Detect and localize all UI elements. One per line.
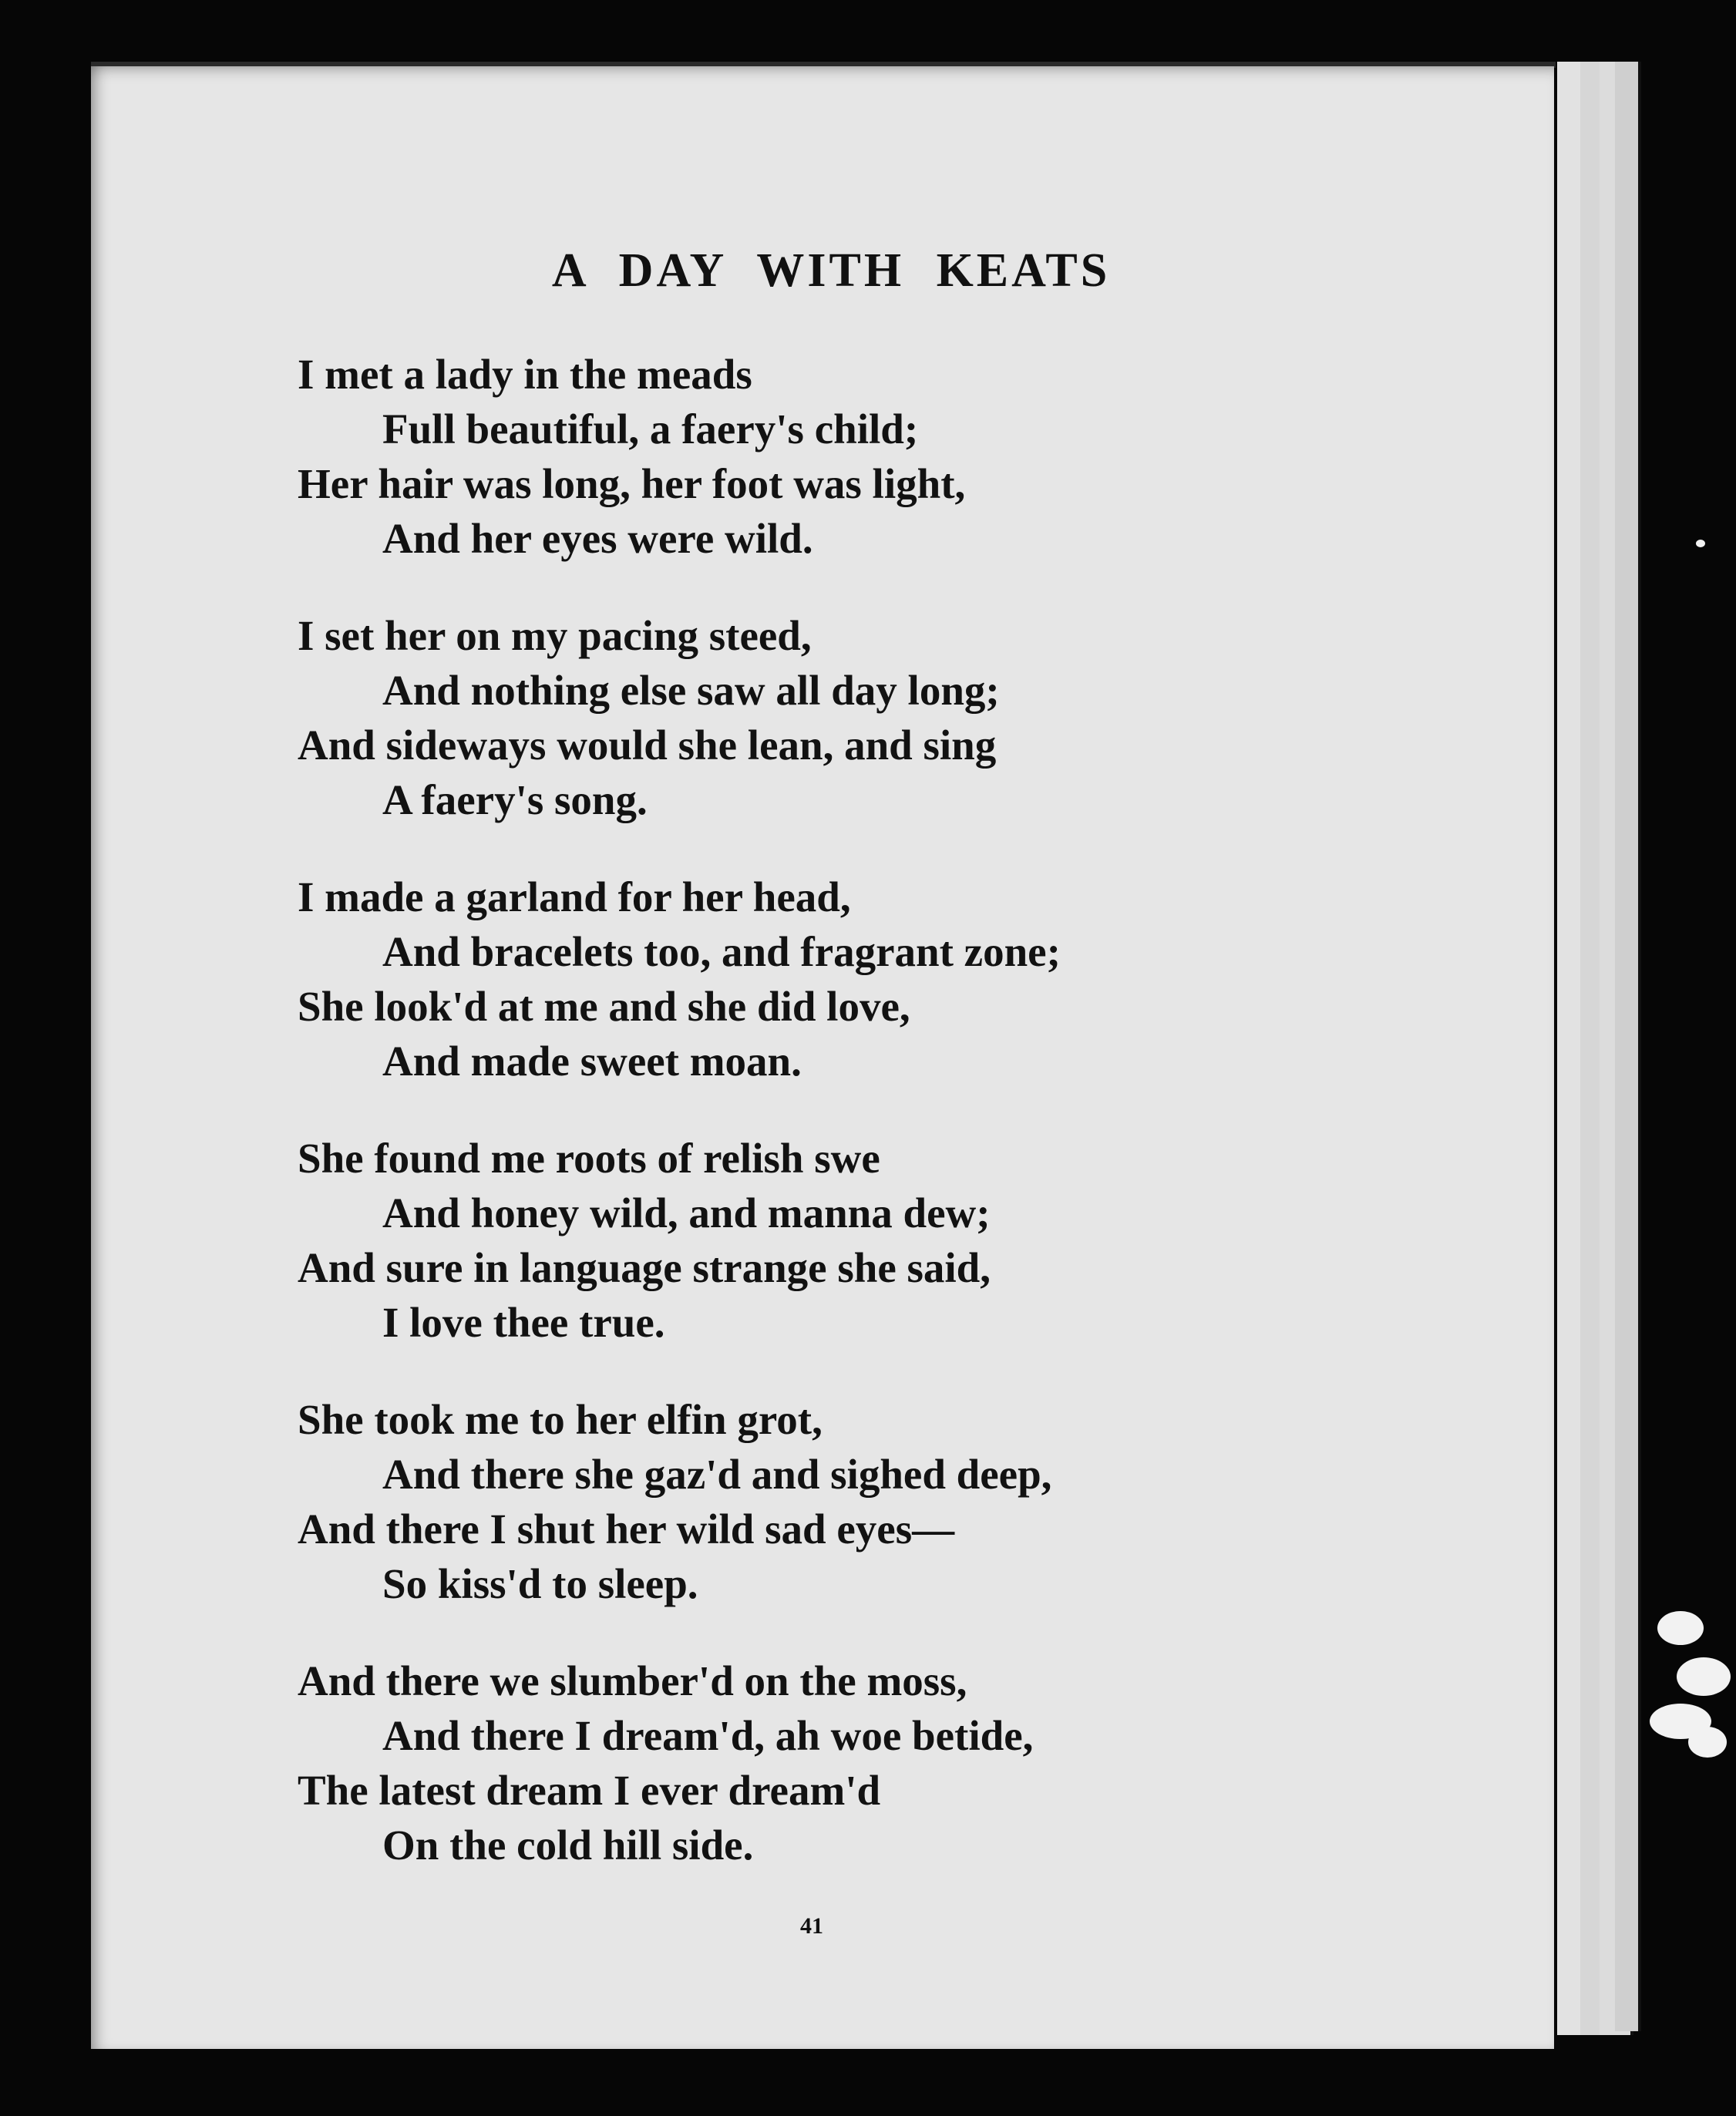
page-number: 41: [800, 1913, 823, 1939]
stanza: [298, 347, 1500, 566]
stanza: [298, 1392, 1500, 1611]
poem-line: And sideways would she lean, and sing: [298, 722, 997, 769]
poem-line: And her eyes were wild.: [382, 515, 813, 562]
poem-line: And made sweet moan.: [382, 1038, 802, 1085]
scan-artifact: [1696, 540, 1705, 547]
poem-line: And bracelets too, and fragrant zone;: [382, 928, 1061, 975]
poem-body: [298, 347, 1500, 1915]
stanza: [298, 870, 1500, 1088]
poem-line: She look'd at me and she did love,: [298, 983, 910, 1030]
poem-line: The latest dream I ever dream'd: [298, 1767, 881, 1814]
scan-artifact: [1657, 1611, 1704, 1645]
poem-line: I set her on my pacing steed,: [298, 612, 812, 659]
poem-line: So kiss'd to sleep.: [382, 1560, 698, 1607]
poem-title: A DAY WITH KEATS: [551, 244, 1111, 297]
book-page: [91, 66, 1554, 2049]
scan-artifact: [1677, 1657, 1731, 1696]
poem-line: And there I shut her wild sad eyes—: [298, 1505, 955, 1553]
poem-line: She took me to her elfin grot,: [298, 1396, 823, 1443]
poem-line: And nothing else saw all day long;: [382, 667, 1000, 714]
poem-line: And honey wild, and manna dew;: [382, 1189, 991, 1236]
poem-line: And sure in language strange she said,: [298, 1244, 991, 1291]
poem-line: And there she gaz'd and sighed deep,: [382, 1451, 1052, 1498]
poem-line: And there we slumber'd on the moss,: [298, 1657, 967, 1704]
stanza: [298, 608, 1500, 827]
poem-line: Full beautiful, a faery's child;: [382, 405, 919, 452]
poem-line: I met a lady in the meads: [298, 351, 752, 398]
stanza: [298, 1131, 1500, 1350]
poem-line: She found me roots of relish swe: [298, 1135, 880, 1182]
poem-line: Her hair was long, her foot was light,: [298, 460, 966, 507]
poem-line: And there I dream'd, ah woe betide,: [382, 1712, 1034, 1759]
page-edge: [1615, 62, 1641, 2031]
poem-line: I made a garland for her head,: [298, 873, 851, 920]
scan-artifact: [1688, 1727, 1727, 1758]
stanza: [298, 1653, 1500, 1872]
poem-line: On the cold hill side.: [382, 1822, 754, 1869]
poem-line: A faery's song.: [382, 776, 648, 823]
poem-line: I love thee true.: [382, 1299, 665, 1346]
